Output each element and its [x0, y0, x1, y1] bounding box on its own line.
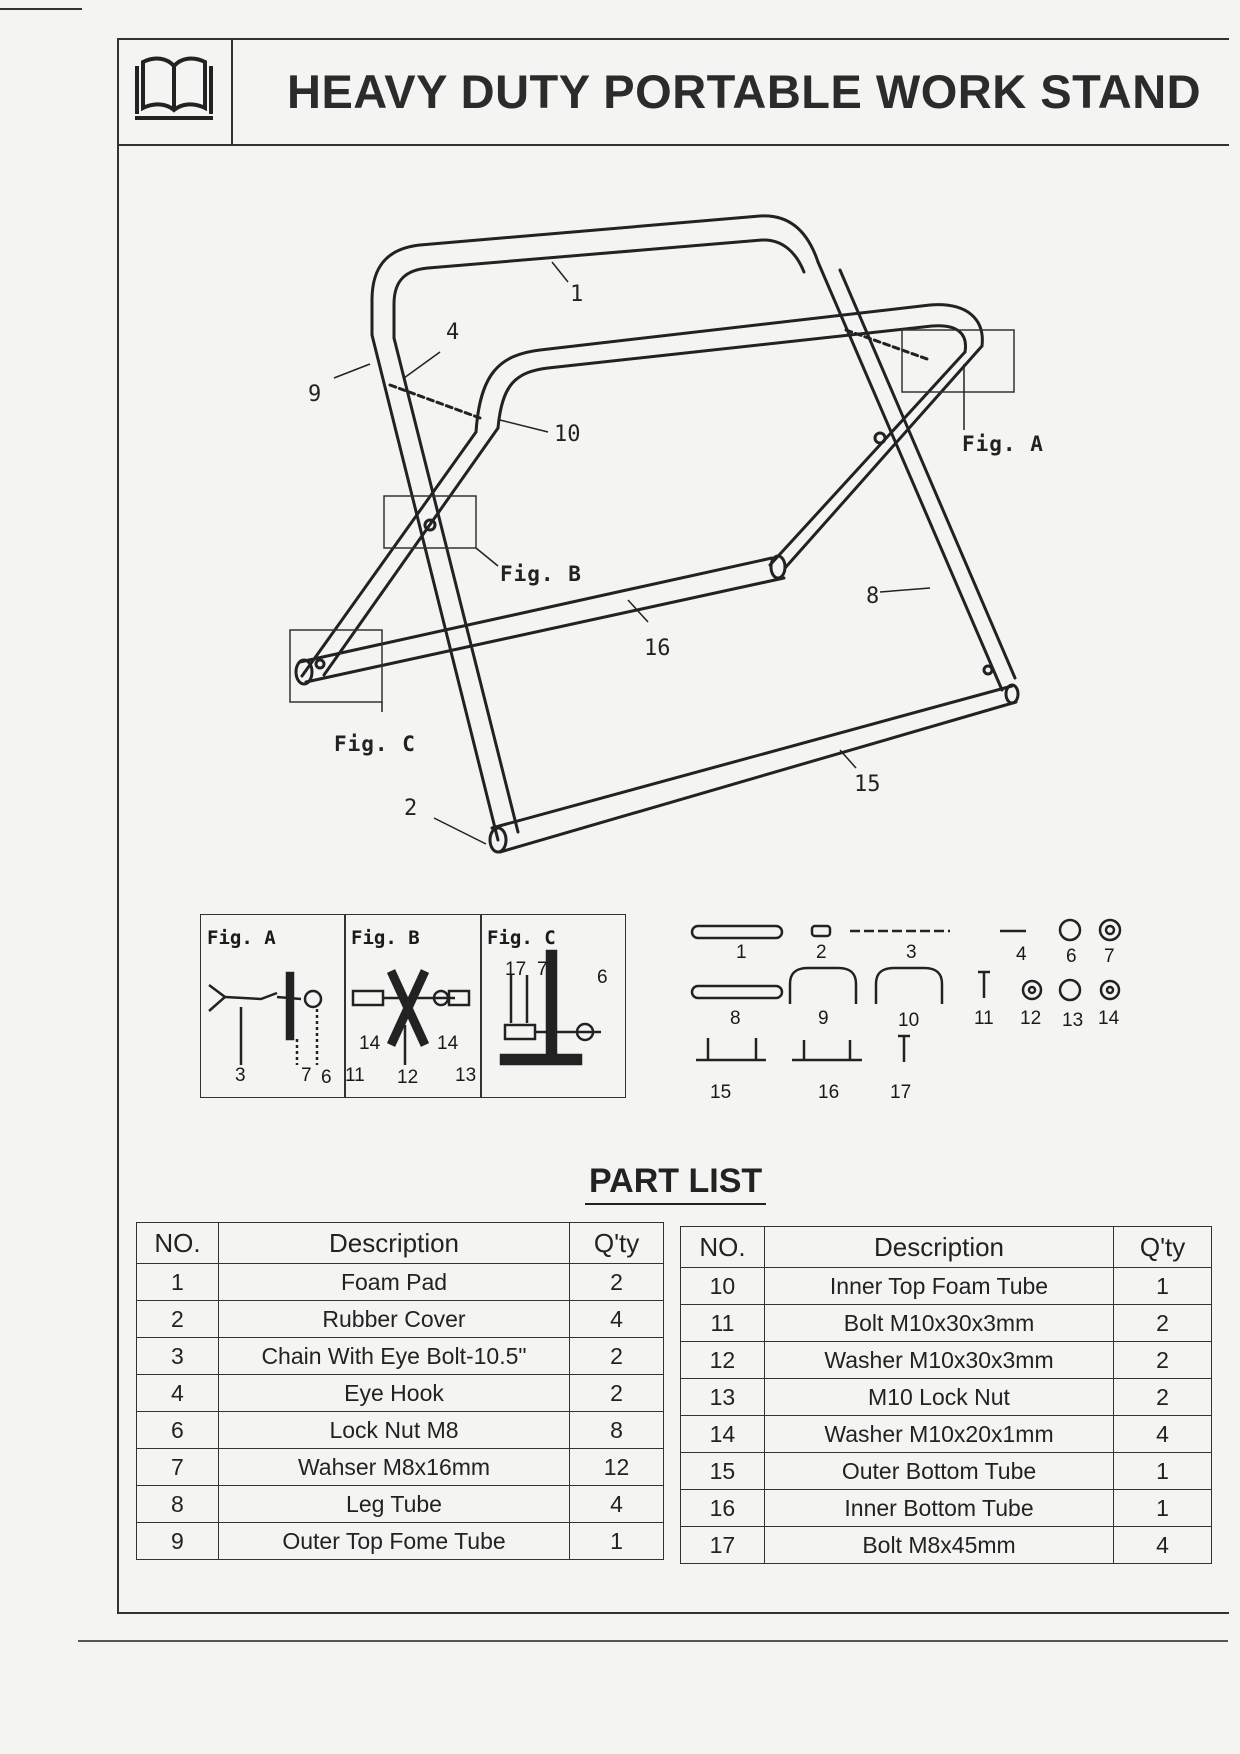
callout-15: 15 — [854, 772, 881, 797]
cell-qty: 8 — [570, 1412, 664, 1449]
fig-b-num-14a: 14 — [359, 1033, 381, 1054]
cell-qty: 2 — [1114, 1342, 1212, 1379]
cell-description: Wahser M8x16mm — [218, 1449, 569, 1486]
part-label-3: 3 — [906, 942, 917, 963]
part-label-1: 1 — [736, 942, 747, 963]
table-row — [137, 1412, 664, 1449]
part-label-8: 8 — [730, 1008, 741, 1029]
cell-no: 2 — [137, 1301, 219, 1338]
header-qty: Q'ty — [570, 1223, 664, 1264]
callout-16: 16 — [644, 636, 671, 661]
part-list-title: PART LIST — [585, 1162, 766, 1205]
table-row — [137, 1486, 664, 1523]
cell-description: Inner Top Foam Tube — [764, 1268, 1113, 1305]
header-no: NO. — [137, 1223, 219, 1264]
cell-no: 14 — [681, 1416, 765, 1453]
table-row — [681, 1416, 1212, 1453]
cell-description: Rubber Cover — [218, 1301, 569, 1338]
fig-b-title: Fig. B — [351, 927, 420, 949]
part-label-15: 15 — [710, 1082, 732, 1103]
table-row — [137, 1264, 664, 1301]
fig-c-label: Fig. C — [334, 732, 416, 756]
part-label-17: 17 — [890, 1082, 912, 1103]
fig-c-num-6: 6 — [597, 967, 608, 988]
part-label-10: 10 — [898, 1010, 920, 1031]
cell-no: 6 — [137, 1412, 219, 1449]
cell-description: Outer Bottom Tube — [764, 1453, 1113, 1490]
cell-description: Foam Pad — [218, 1264, 569, 1301]
table-row — [137, 1375, 664, 1412]
cell-description: Washer M10x30x3mm — [764, 1342, 1113, 1379]
table-row — [137, 1449, 664, 1486]
part-label-11: 11 — [974, 1008, 994, 1029]
header-description: Description — [218, 1223, 569, 1264]
table-row — [681, 1342, 1212, 1379]
callout-10: 10 — [554, 422, 581, 447]
cell-no: 15 — [681, 1453, 765, 1490]
cell-no: 1 — [137, 1264, 219, 1301]
cell-qty: 4 — [1114, 1416, 1212, 1453]
part-list-table-left — [136, 1222, 664, 1560]
cell-no: 17 — [681, 1527, 765, 1564]
part-label-14: 14 — [1098, 1008, 1120, 1029]
cell-no: 8 — [137, 1486, 219, 1523]
part-list-table-right — [680, 1226, 1212, 1564]
fig-b-num-14b: 14 — [437, 1033, 459, 1054]
part-label-4: 4 — [1016, 944, 1027, 965]
cell-qty: 2 — [570, 1375, 664, 1412]
cell-qty: 2 — [570, 1264, 664, 1301]
fig-b-num-12: 12 — [397, 1067, 419, 1088]
fig-c-num-7: 7 — [537, 959, 548, 980]
fig-a-num-3: 3 — [235, 1065, 246, 1086]
cell-description: Bolt M10x30x3mm — [764, 1305, 1113, 1342]
cell-description: M10 Lock Nut — [764, 1379, 1113, 1416]
table-row — [681, 1527, 1212, 1564]
cell-qty: 2 — [1114, 1305, 1212, 1342]
bottom-rule — [78, 1640, 1228, 1642]
table-header-row — [137, 1223, 664, 1264]
cell-qty: 1 — [1114, 1453, 1212, 1490]
table-row — [681, 1490, 1212, 1527]
fig-c-title: Fig. C — [487, 927, 556, 949]
fig-a-num-6: 6 — [321, 1067, 332, 1088]
cell-no: 7 — [137, 1449, 219, 1486]
fig-a-title: Fig. A — [207, 927, 276, 949]
parts-diagram — [680, 910, 1200, 1110]
cell-qty: 2 — [1114, 1379, 1212, 1416]
table-row — [681, 1305, 1212, 1342]
part-label-16: 16 — [818, 1082, 840, 1103]
part-label-7: 7 — [1104, 946, 1115, 967]
table-row — [681, 1379, 1212, 1416]
fig-c-drawing — [481, 915, 625, 1097]
part-label-13: 13 — [1062, 1010, 1084, 1031]
table-row — [137, 1338, 664, 1375]
cell-qty: 4 — [570, 1301, 664, 1338]
detail-fig-b — [344, 914, 482, 1098]
cell-no: 3 — [137, 1338, 219, 1375]
part-label-6: 6 — [1066, 946, 1077, 967]
table-row — [681, 1453, 1212, 1490]
detail-fig-c — [480, 914, 626, 1098]
part-label-12: 12 — [1020, 1008, 1042, 1029]
callout-9: 9 — [308, 382, 322, 407]
table-row — [137, 1301, 664, 1338]
cell-description: Chain With Eye Bolt-10.5" — [218, 1338, 569, 1375]
cell-qty: 1 — [570, 1523, 664, 1560]
header-no: NO. — [681, 1227, 765, 1268]
callout-2: 2 — [404, 796, 418, 821]
header-description: Description — [764, 1227, 1113, 1268]
table-row — [681, 1268, 1212, 1305]
cell-qty: 1 — [1114, 1490, 1212, 1527]
fig-b-num-11: 11 — [345, 1065, 365, 1086]
fig-a-label: Fig. A — [962, 432, 1044, 456]
cell-description: Leg Tube — [218, 1486, 569, 1523]
fig-a-num-7: 7 — [301, 1065, 312, 1086]
callout-1: 1 — [570, 282, 584, 307]
fig-b-label: Fig. B — [500, 562, 582, 586]
page-title: HEAVY DUTY PORTABLE WORK STAND — [287, 65, 1202, 118]
detail-fig-a — [200, 914, 346, 1098]
cell-no: 13 — [681, 1379, 765, 1416]
callout-4: 4 — [446, 320, 460, 345]
cell-qty: 12 — [570, 1449, 664, 1486]
table-header-row — [681, 1227, 1212, 1268]
cell-description: Lock Nut M8 — [218, 1412, 569, 1449]
header-qty: Q'ty — [1114, 1227, 1212, 1268]
cell-no: 11 — [681, 1305, 765, 1342]
fig-b-num-13: 13 — [455, 1065, 477, 1086]
cell-description: Bolt M8x45mm — [764, 1527, 1113, 1564]
part-label-9: 9 — [818, 1008, 829, 1029]
cell-description: Outer Top Fome Tube — [218, 1523, 569, 1560]
cell-description: Washer M10x20x1mm — [764, 1416, 1113, 1453]
cell-no: 4 — [137, 1375, 219, 1412]
fig-c-num-17: 17 — [505, 959, 527, 980]
cell-no: 12 — [681, 1342, 765, 1379]
cell-qty: 4 — [570, 1486, 664, 1523]
cell-qty: 1 — [1114, 1268, 1212, 1305]
cell-no: 16 — [681, 1490, 765, 1527]
cell-no: 10 — [681, 1268, 765, 1305]
table-row — [137, 1523, 664, 1560]
cell-qty: 2 — [570, 1338, 664, 1375]
cell-qty: 4 — [1114, 1527, 1212, 1564]
cell-description: Inner Bottom Tube — [764, 1490, 1113, 1527]
part-label-2: 2 — [816, 942, 827, 963]
callout-8: 8 — [866, 584, 880, 609]
cell-no: 9 — [137, 1523, 219, 1560]
cell-description: Eye Hook — [218, 1375, 569, 1412]
